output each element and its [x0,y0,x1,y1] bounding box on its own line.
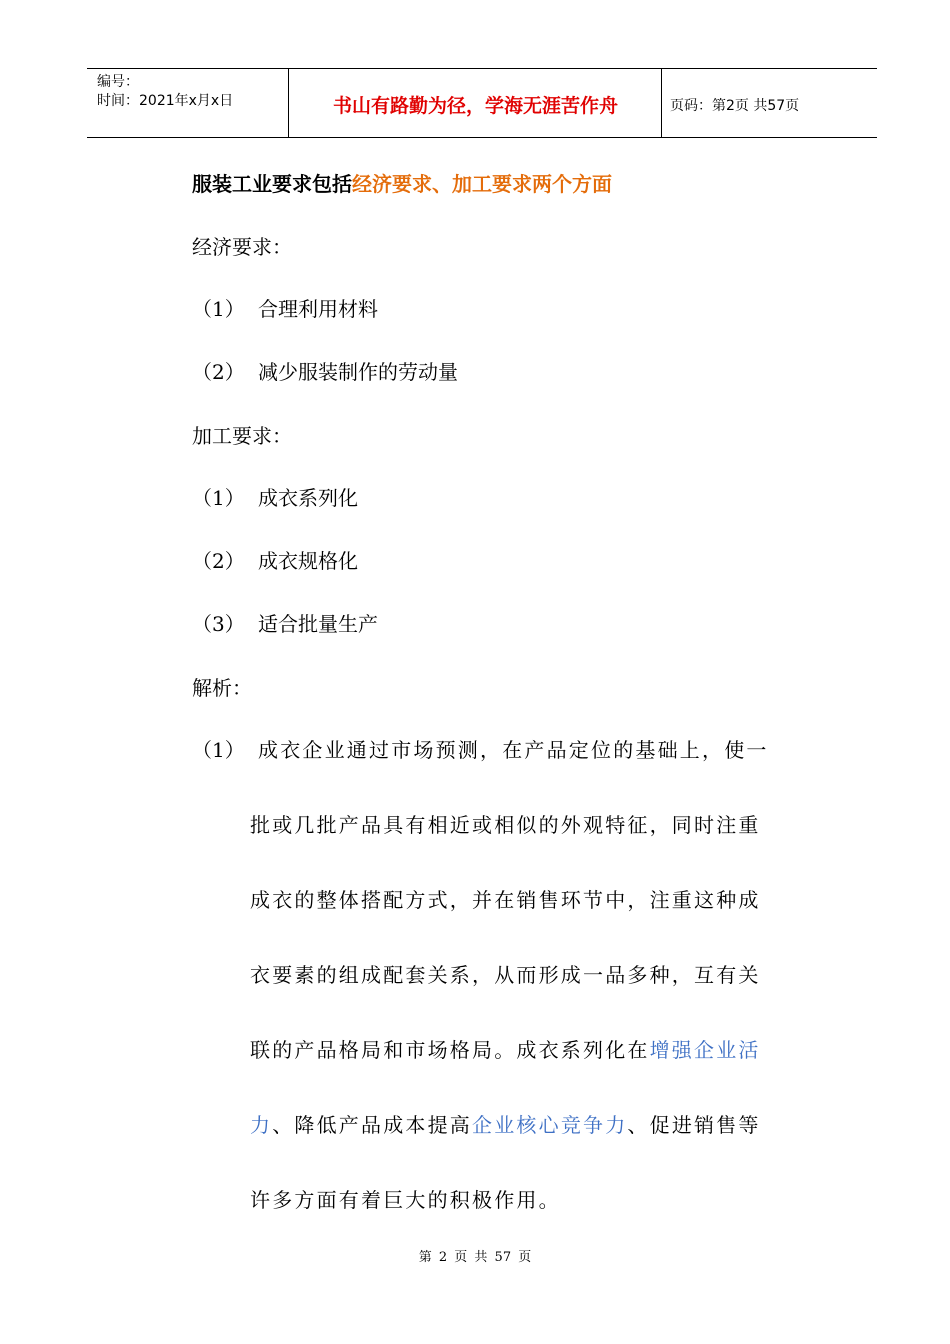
list-item [192,546,358,576]
analysis-line [192,735,769,765]
item-number: （1） [192,297,245,321]
keyword-link[interactable]: 增强企业活 [649,1038,761,1062]
analysis-heading: 解析： [192,676,252,700]
item-text: 适合批量生产 [258,612,378,636]
list-item [192,294,378,324]
list-item [192,483,358,513]
analysis-line: 成衣的整体搭配方式，并在销售环节中，注重这种成 [250,888,761,912]
list-item [192,357,458,387]
item-number: （2） [192,360,245,384]
analysis-text: 成衣企业通过市场预测，在产品定位的基础上，使一 [258,738,769,762]
item-text: 减少服装制作的劳动量 [258,360,458,384]
item-number: （2） [192,549,245,573]
analysis-text: 、促进销售等 [627,1113,761,1137]
header-page-info: 页码：第2页 共57页 [670,98,800,114]
header-meta [97,73,233,111]
item-text: 合理利用材料 [258,297,378,321]
item-number: （1） [192,486,245,510]
analysis-text: 联的产品格局和市场格局。成衣系列化在 [250,1038,650,1062]
item-text: 成衣规格化 [258,549,358,573]
analysis-line [250,1110,761,1140]
analysis-line: 衣要素的组成配套关系，从而形成一品多种，互有关 [250,963,761,987]
title-highlight: 经济要求、加工要求两个方面 [352,172,612,196]
item-number: （1） [192,738,245,762]
document-title [192,169,612,199]
number-label: 编号： [97,74,139,90]
analysis-line: 批或几批产品具有相近或相似的外观特征，同时注重 [250,813,761,837]
economic-heading: 经济要求： [192,235,292,259]
analysis-text: 、降低产品成本提高 [272,1113,473,1137]
title-prefix: 服装工业要求包括 [192,172,352,196]
time-label: 时间：2021年x月x日 [97,93,234,109]
list-item [192,609,378,639]
analysis-line: 许多方面有着巨大的积极作用。 [250,1188,561,1212]
item-text: 成衣系列化 [258,486,358,510]
page-header [87,68,877,138]
keyword-link[interactable]: 企业核心竞争力 [472,1113,628,1137]
header-divider [661,69,662,137]
item-number: （3） [192,612,245,636]
analysis-line [250,1035,761,1065]
keyword-link[interactable]: 力 [250,1113,273,1137]
processing-heading: 加工要求： [192,424,292,448]
page-footer: 第 2 页 共 57 页 [418,1250,532,1265]
header-motto: 书山有路勤为径，学海无涯苦作舟 [332,95,618,117]
